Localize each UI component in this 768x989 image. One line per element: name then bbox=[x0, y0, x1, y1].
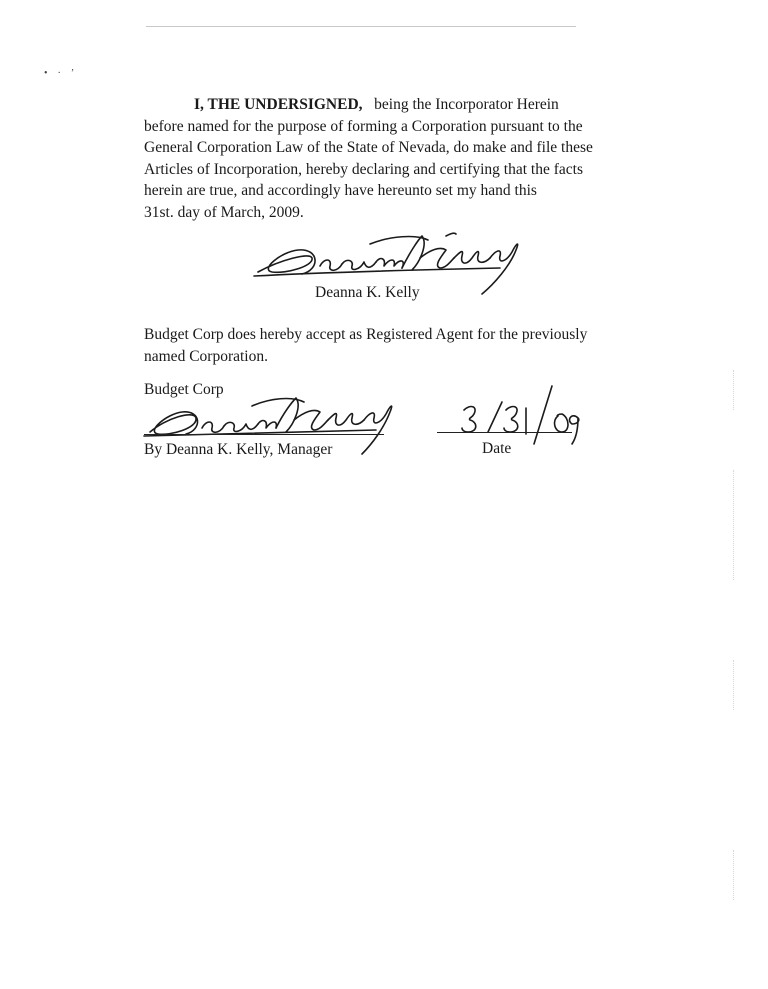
scan-edge-mark bbox=[733, 470, 734, 580]
agent-signature-line bbox=[144, 434, 384, 435]
scan-edge-mark bbox=[733, 850, 734, 900]
agent-line: named Corporation. bbox=[144, 347, 268, 365]
paragraph-lead-line bbox=[144, 94, 644, 116]
date-signature-line bbox=[437, 432, 572, 433]
header-rule bbox=[146, 26, 576, 27]
paragraph-line: General Corporation Law of the State of Nevada, do make and file these bbox=[144, 139, 593, 156]
paragraph-line: herein are true, and accordingly have hereunto set my hand this bbox=[144, 182, 537, 199]
incorporator-printed-name: Deanna K. Kelly bbox=[315, 284, 420, 301]
scan-specks: •·’ bbox=[44, 68, 85, 79]
agent-by-line: By Deanna K. Kelly, Manager bbox=[144, 441, 333, 458]
paragraph-line: 31st. day of March, 2009. bbox=[144, 203, 304, 221]
lead-bold-text: I, THE UNDERSIGNED, bbox=[194, 96, 363, 113]
scan-edge-mark bbox=[733, 660, 734, 710]
lead-rest-text: being the Incorporator Herein bbox=[374, 96, 559, 113]
agent-company-name: Budget Corp bbox=[144, 381, 224, 398]
paragraph-line: before named for the purpose of forming a Corporation pursuant to the bbox=[144, 117, 583, 135]
date-label: Date bbox=[482, 440, 512, 457]
agent-acceptance-paragraph bbox=[144, 324, 644, 367]
agent-line: Budget Corp does hereby accept as Registered Agent for the previously bbox=[144, 326, 588, 343]
scan-edge-mark bbox=[733, 370, 734, 410]
paragraph-line: Articles of Incorporation, hereby declaring and certifying that the facts bbox=[144, 160, 583, 178]
incorporator-paragraph bbox=[144, 94, 644, 223]
